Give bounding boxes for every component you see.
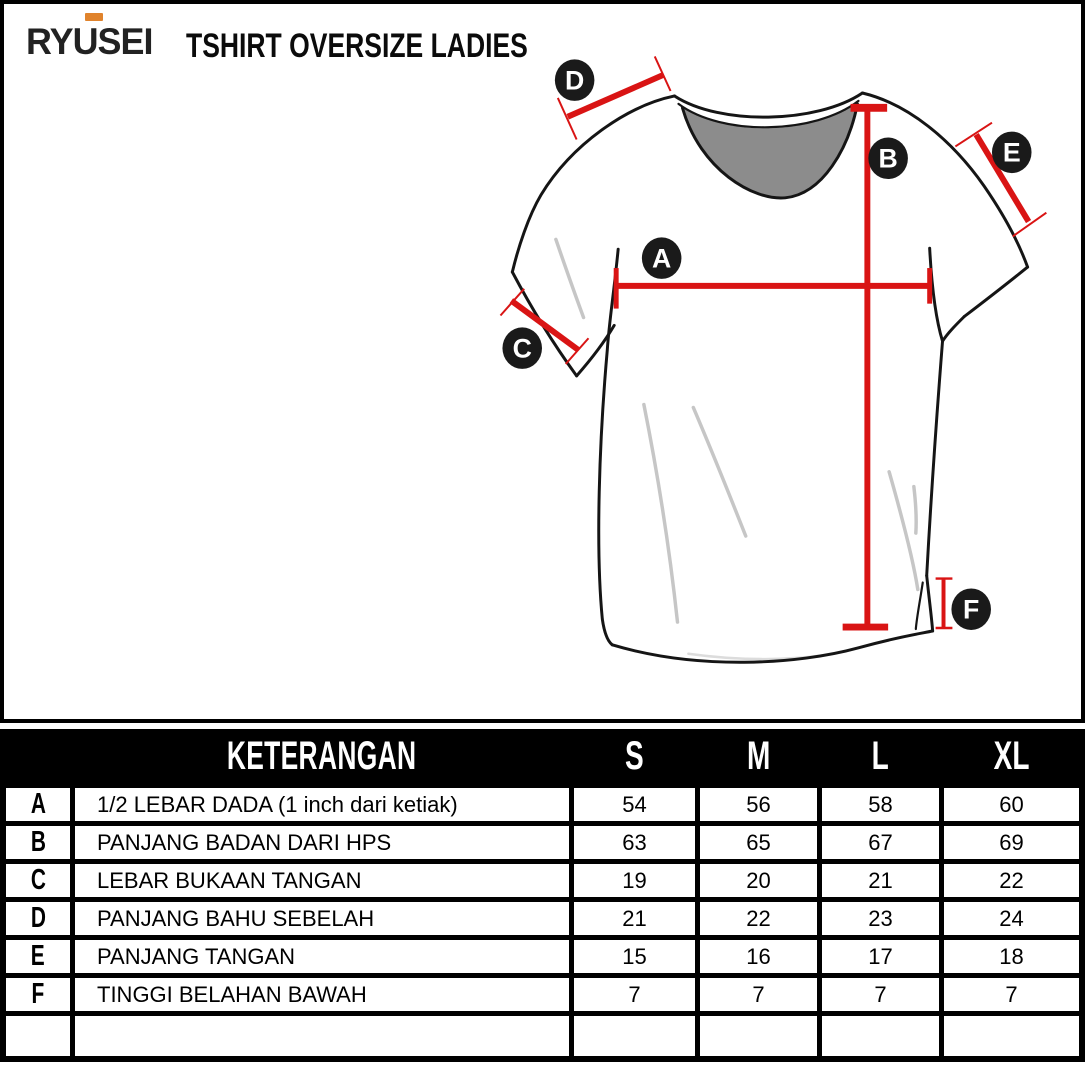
size-value-cell (822, 1016, 939, 1056)
row-label-cell: LEBAR BUKAAN TANGAN (75, 864, 569, 897)
badge-c (502, 327, 542, 369)
keterangan-header: KETERANGAN (75, 729, 569, 783)
size-value-cell (574, 1016, 695, 1056)
size-value-cell: 7 (944, 978, 1079, 1011)
corner-header-cell (6, 729, 70, 783)
size-value-cell: 18 (944, 940, 1079, 973)
size-value-cell: 19 (574, 864, 695, 897)
size-value-cell: 65 (700, 826, 817, 859)
row-key-cell: A (6, 788, 70, 821)
svg-text:D: D (564, 65, 585, 96)
size-header-s: S (574, 729, 695, 783)
size-value-cell: 17 (822, 940, 939, 973)
svg-text:A: A (652, 243, 672, 274)
row-label-cell: 1/2 LEBAR DADA (1 inch dari ketiak) (75, 788, 569, 821)
row-key-cell: E (6, 940, 70, 973)
size-value-cell: 23 (822, 902, 939, 935)
size-value-cell: 63 (574, 826, 695, 859)
svg-text:B: B (878, 143, 898, 174)
size-value-cell: 20 (700, 864, 817, 897)
svg-text:E: E (1002, 137, 1021, 168)
size-value-cell: 15 (574, 940, 695, 973)
size-header-m: M (700, 729, 817, 783)
row-label-cell: PANJANG BAHU SEBELAH (75, 902, 569, 935)
size-value-cell: 21 (574, 902, 695, 935)
size-value-cell: 22 (700, 902, 817, 935)
size-value-cell: 7 (574, 978, 695, 1011)
row-key-cell: F (6, 978, 70, 1011)
size-value-cell: 21 (822, 864, 939, 897)
size-table (0, 729, 1085, 1062)
badge-f (951, 588, 991, 630)
row-key-cell (6, 1016, 70, 1056)
size-value-cell: 7 (700, 978, 817, 1011)
badge-e (992, 132, 1032, 174)
brand-text: RYUSEI (26, 21, 153, 62)
row-label-cell (75, 1016, 569, 1056)
measure-line-b (843, 108, 888, 628)
wrinkle-strokes (556, 239, 918, 659)
badge-a (642, 237, 682, 279)
size-value-cell: 54 (574, 788, 695, 821)
size-value-cell: 60 (944, 788, 1079, 821)
size-value-cell: 58 (822, 788, 939, 821)
size-value-cell: 67 (822, 826, 939, 859)
badge-d (555, 59, 595, 101)
row-key-cell: C (6, 864, 70, 897)
size-header-l: L (822, 729, 939, 783)
size-value-cell: 16 (700, 940, 817, 973)
row-label-cell: PANJANG BADAN DARI HPS (75, 826, 569, 859)
page-title: TSHIRT OVERSIZE LADIES (186, 27, 528, 65)
size-value-cell: 7 (822, 978, 939, 1011)
size-value-cell: 24 (944, 902, 1079, 935)
size-value-cell (944, 1016, 1079, 1056)
size-value-cell (700, 1016, 817, 1056)
svg-text:F: F (963, 594, 980, 625)
row-label-cell: TINGGI BELAHAN BAWAH (75, 978, 569, 1011)
row-key-cell: B (6, 826, 70, 859)
svg-text:C: C (512, 333, 532, 364)
size-value-cell: 56 (700, 788, 817, 821)
size-header-xl: XL (944, 729, 1079, 783)
size-value-cell: 69 (944, 826, 1079, 859)
row-key-cell: D (6, 902, 70, 935)
badge-b (868, 138, 908, 180)
measure-line-f (936, 579, 953, 628)
size-value-cell: 22 (944, 864, 1079, 897)
tshirt-measurement-diagram (4, 4, 1081, 719)
row-label-cell: PANJANG TANGAN (75, 940, 569, 973)
